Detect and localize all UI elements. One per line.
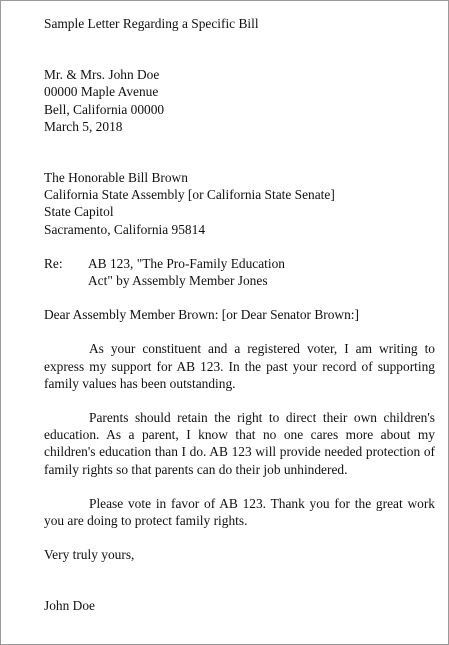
signature-name: John Doe xyxy=(44,598,95,614)
recipient-building: State Capitol xyxy=(44,204,114,220)
recipient-address-block xyxy=(44,169,435,238)
subject-label: Re: xyxy=(44,255,63,271)
sender-address-block xyxy=(44,66,435,135)
subject-line xyxy=(44,255,435,289)
letter-title: Sample Letter Regarding a Specific Bill xyxy=(44,16,259,31)
letter-date: March 5, 2018 xyxy=(44,118,123,134)
body-paragraph-1: As your constituent and a registered voter, I am writing to express my support for AB 123. In the past your record of supporting family values has been outstanding. xyxy=(44,341,435,391)
body-paragraph-2: Parents should retain the right to direct their own children's education. As a parent, I know that no one cares more about my children's education than I do. AB 123 will provide needed protection of family rights so that parents can do their job unhindered. xyxy=(44,410,435,477)
recipient-org: California State Assembly [or California State Senate] xyxy=(44,187,335,203)
recipient-name: The Honorable Bill Brown xyxy=(44,170,188,186)
subject-text-line-2: Act" by Assembly Member Jones xyxy=(88,273,268,289)
recipient-city: Sacramento, California 95814 xyxy=(44,221,206,237)
sender-city: Bell, California 00000 xyxy=(44,101,165,117)
closing: Very truly yours, xyxy=(44,547,135,563)
body-paragraph-3: Please vote in favor of AB 123. Thank you for the great work you are doing to protect family rights. xyxy=(44,495,435,529)
sender-name: Mr. & Mrs. John Doe xyxy=(44,67,160,83)
sender-street: 00000 Maple Avenue xyxy=(44,84,159,100)
salutation: Dear Assembly Member Brown: [or Dear Senator Brown:] xyxy=(44,307,359,323)
subject-text-line-1: AB 123, "The Pro-Family Education xyxy=(88,255,286,271)
letter-body xyxy=(44,15,435,615)
